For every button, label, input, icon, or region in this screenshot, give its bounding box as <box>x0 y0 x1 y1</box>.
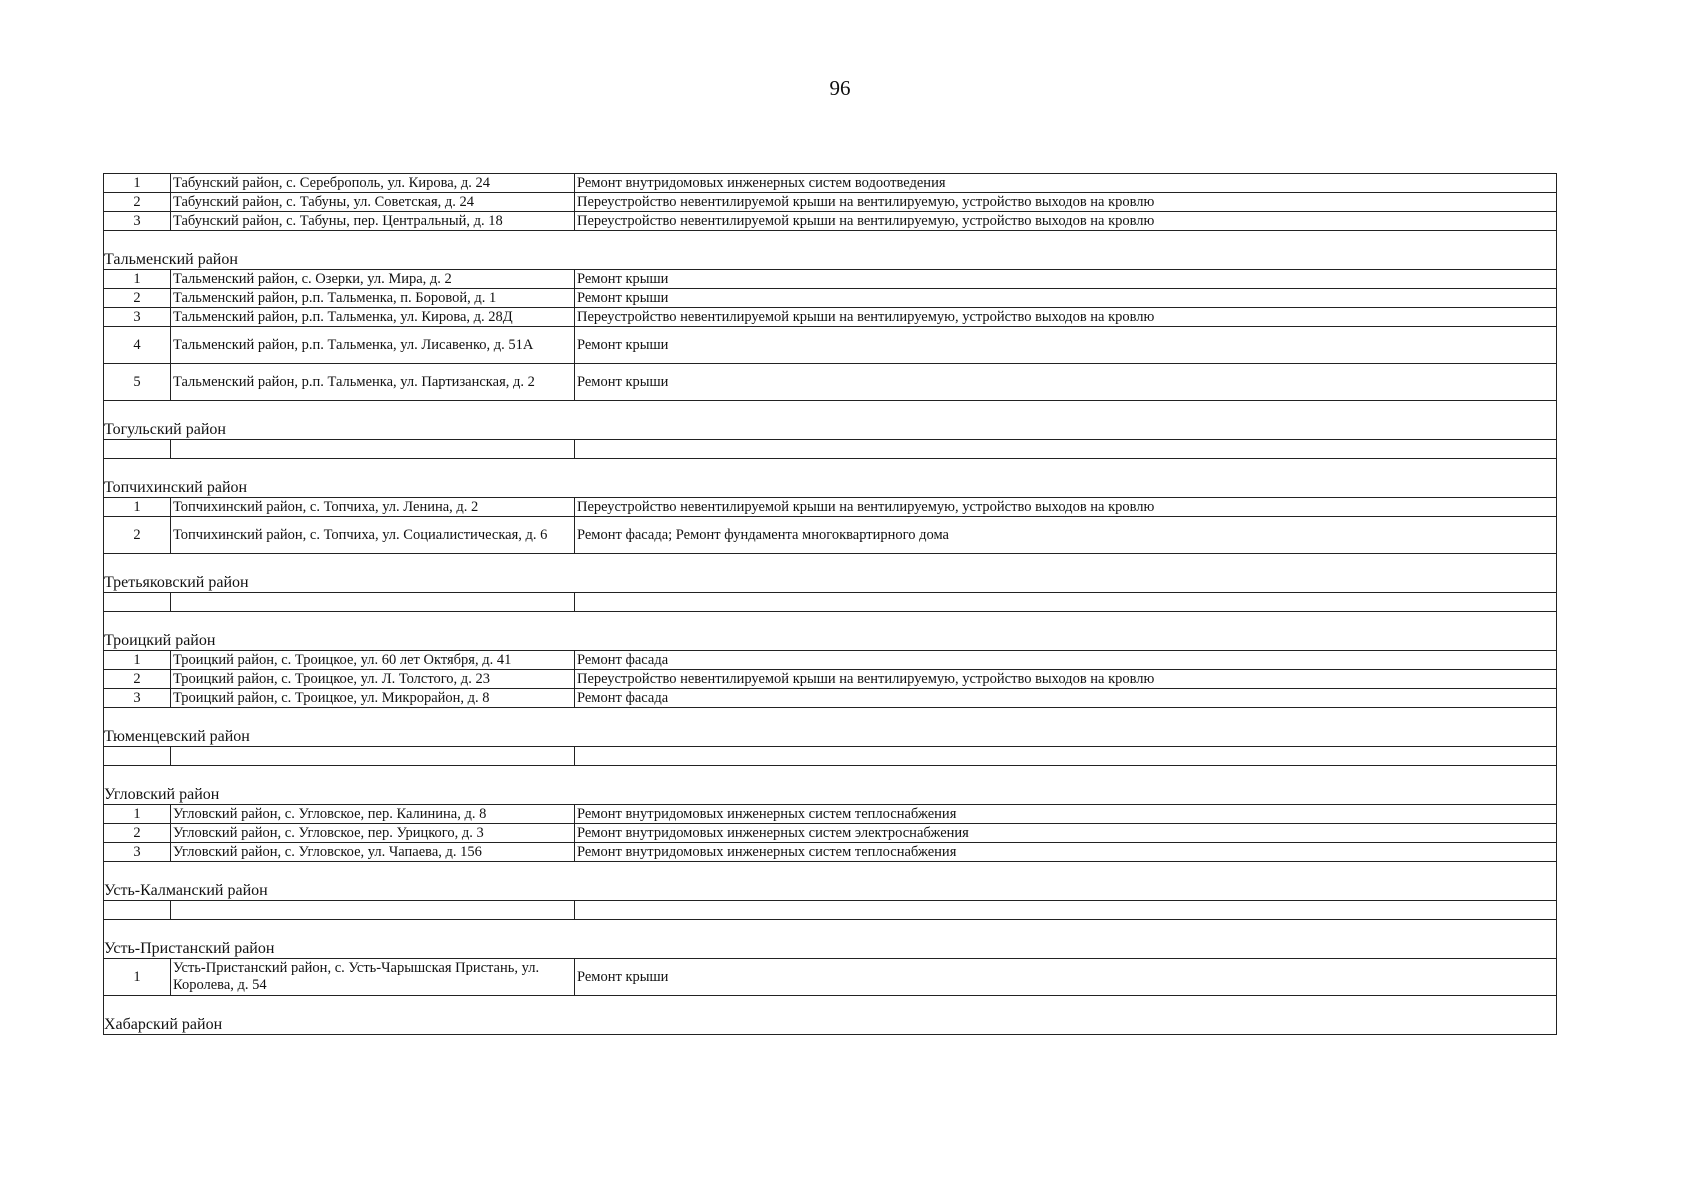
section-spacer <box>104 612 1557 631</box>
table-row <box>104 670 1557 689</box>
row-address: Топчихинский район, с. Топчиха, ул. Социалистическая, д. 6 <box>171 517 575 554</box>
row-work: Переустройство невентилируемой крыши на вентилируемую, устройство выходов на кровлю <box>575 498 1557 517</box>
row-work: Переустройство невентилируемой крыши на вентилируемую, устройство выходов на кровлю <box>575 308 1557 327</box>
row-number: 3 <box>104 689 171 708</box>
table-row <box>104 959 1557 996</box>
row-address: Тальменский район, р.п. Тальменка, ул. Лисавенко, д. 51А <box>171 327 575 364</box>
district-heading-row <box>104 880 1557 901</box>
empty-row <box>104 440 1557 459</box>
row-number: 5 <box>104 364 171 401</box>
table-row <box>104 270 1557 289</box>
row-work: Переустройство невентилируемой крыши на вентилируемую, устройство выходов на кровлю <box>575 193 1557 212</box>
row-number <box>104 593 171 612</box>
district-heading-row <box>104 784 1557 805</box>
district-heading: Третьяковский район <box>104 572 1557 593</box>
table-row <box>104 327 1557 364</box>
district-heading: Хабарский район <box>104 1014 1557 1035</box>
section-spacer <box>104 920 1557 939</box>
row-number: 2 <box>104 193 171 212</box>
row-number: 1 <box>104 805 171 824</box>
row-number <box>104 747 171 766</box>
row-work: Ремонт крыши <box>575 270 1557 289</box>
row-address: Табунский район, с. Табуны, пер. Центральный, д. 18 <box>171 212 575 231</box>
district-heading-row <box>104 630 1557 651</box>
district-heading-row <box>104 477 1557 498</box>
row-work: Переустройство невентилируемой крыши на вентилируемую, устройство выходов на кровлю <box>575 670 1557 689</box>
table-row <box>104 498 1557 517</box>
section-spacer <box>104 708 1557 727</box>
row-address: Тальменский район, р.п. Тальменка, ул. Кирова, д. 28Д <box>171 308 575 327</box>
row-work <box>575 440 1557 459</box>
row-address: Табунский район, с. Сереброполь, ул. Кирова, д. 24 <box>171 174 575 193</box>
empty-row <box>104 901 1557 920</box>
row-address: Троицкий район, с. Троицкое, ул. Микрорайон, д. 8 <box>171 689 575 708</box>
row-number: 2 <box>104 670 171 689</box>
row-address <box>171 440 575 459</box>
district-heading: Тюменцевский район <box>104 726 1557 747</box>
row-work: Ремонт фасада <box>575 651 1557 670</box>
row-work: Ремонт внутридомовых инженерных систем водоотведения <box>575 174 1557 193</box>
row-work: Ремонт фасада; Ремонт фундамента многоквартирного дома <box>575 517 1557 554</box>
row-number: 1 <box>104 174 171 193</box>
row-address: Троицкий район, с. Троицкое, ул. 60 лет Октября, д. 41 <box>171 651 575 670</box>
table-row <box>104 364 1557 401</box>
row-work: Ремонт крыши <box>575 364 1557 401</box>
row-work: Ремонт крыши <box>575 959 1557 996</box>
row-address <box>171 901 575 920</box>
row-work: Ремонт крыши <box>575 327 1557 364</box>
district-heading-row <box>104 572 1557 593</box>
section-spacer <box>104 862 1557 881</box>
row-address: Тальменский район, р.п. Тальменка, п. Боровой, д. 1 <box>171 289 575 308</box>
row-number <box>104 901 171 920</box>
table-row <box>104 212 1557 231</box>
district-heading: Тогульский район <box>104 419 1557 440</box>
row-address: Табунский район, с. Табуны, ул. Советская, д. 24 <box>171 193 575 212</box>
table-body <box>104 174 1557 1035</box>
table-row <box>104 289 1557 308</box>
row-address: Троицкий район, с. Троицкое, ул. Л. Толстого, д. 23 <box>171 670 575 689</box>
row-number: 1 <box>104 959 171 996</box>
row-number: 2 <box>104 824 171 843</box>
row-work: Ремонт внутридомовых инженерных систем электроснабжения <box>575 824 1557 843</box>
row-number: 3 <box>104 212 171 231</box>
row-number: 1 <box>104 270 171 289</box>
row-address <box>171 747 575 766</box>
table-row <box>104 689 1557 708</box>
empty-row <box>104 593 1557 612</box>
row-address: Тальменский район, с. Озерки, ул. Мира, д. 2 <box>171 270 575 289</box>
table-row <box>104 517 1557 554</box>
district-heading: Усть-Калманский район <box>104 880 1557 901</box>
row-number: 4 <box>104 327 171 364</box>
section-spacer <box>104 554 1557 573</box>
capital-repair-table <box>103 173 1557 1035</box>
district-heading-row <box>104 249 1557 270</box>
row-work <box>575 593 1557 612</box>
row-work: Переустройство невентилируемой крыши на вентилируемую, устройство выходов на кровлю <box>575 212 1557 231</box>
table-row <box>104 308 1557 327</box>
row-address: Угловский район, с. Угловское, пер. Урицкого, д. 3 <box>171 824 575 843</box>
row-work: Ремонт внутридомовых инженерных систем теплоснабжения <box>575 805 1557 824</box>
district-heading-row <box>104 419 1557 440</box>
page-number: 96 <box>829 76 851 100</box>
district-heading: Тальменский район <box>104 249 1557 270</box>
empty-row <box>104 747 1557 766</box>
row-number <box>104 440 171 459</box>
row-work: Ремонт крыши <box>575 289 1557 308</box>
row-number: 2 <box>104 517 171 554</box>
table-row <box>104 651 1557 670</box>
district-heading-row <box>104 726 1557 747</box>
row-work: Ремонт фасада <box>575 689 1557 708</box>
row-number: 1 <box>104 651 171 670</box>
district-heading: Угловский район <box>104 784 1557 805</box>
row-work: Ремонт внутридомовых инженерных систем теплоснабжения <box>575 843 1557 862</box>
row-address <box>171 593 575 612</box>
row-address: Угловский район, с. Угловское, пер. Калинина, д. 8 <box>171 805 575 824</box>
row-work <box>575 747 1557 766</box>
section-spacer <box>104 766 1557 785</box>
district-heading: Топчихинский район <box>104 477 1557 498</box>
section-spacer <box>104 231 1557 250</box>
section-spacer <box>104 401 1557 420</box>
district-heading: Усть-Пристанский район <box>104 938 1557 959</box>
district-heading: Троицкий район <box>104 630 1557 651</box>
row-address: Угловский район, с. Угловское, ул. Чапаева, д. 156 <box>171 843 575 862</box>
row-number: 1 <box>104 498 171 517</box>
row-address: Тальменский район, р.п. Тальменка, ул. Партизанская, д. 2 <box>171 364 575 401</box>
row-address: Усть-Пристанский район, с. Усть-Чарышская Пристань, ул. Королева, д. 54 <box>171 959 575 996</box>
section-spacer <box>104 996 1557 1015</box>
table-row <box>104 805 1557 824</box>
table-row <box>104 843 1557 862</box>
district-heading-row <box>104 938 1557 959</box>
row-address: Топчихинский район, с. Топчиха, ул. Ленина, д. 2 <box>171 498 575 517</box>
table-row <box>104 174 1557 193</box>
section-spacer <box>104 459 1557 478</box>
table-row <box>104 824 1557 843</box>
district-heading-row <box>104 1014 1557 1035</box>
row-number: 3 <box>104 843 171 862</box>
row-number: 3 <box>104 308 171 327</box>
row-work <box>575 901 1557 920</box>
table-row <box>104 193 1557 212</box>
row-number: 2 <box>104 289 171 308</box>
